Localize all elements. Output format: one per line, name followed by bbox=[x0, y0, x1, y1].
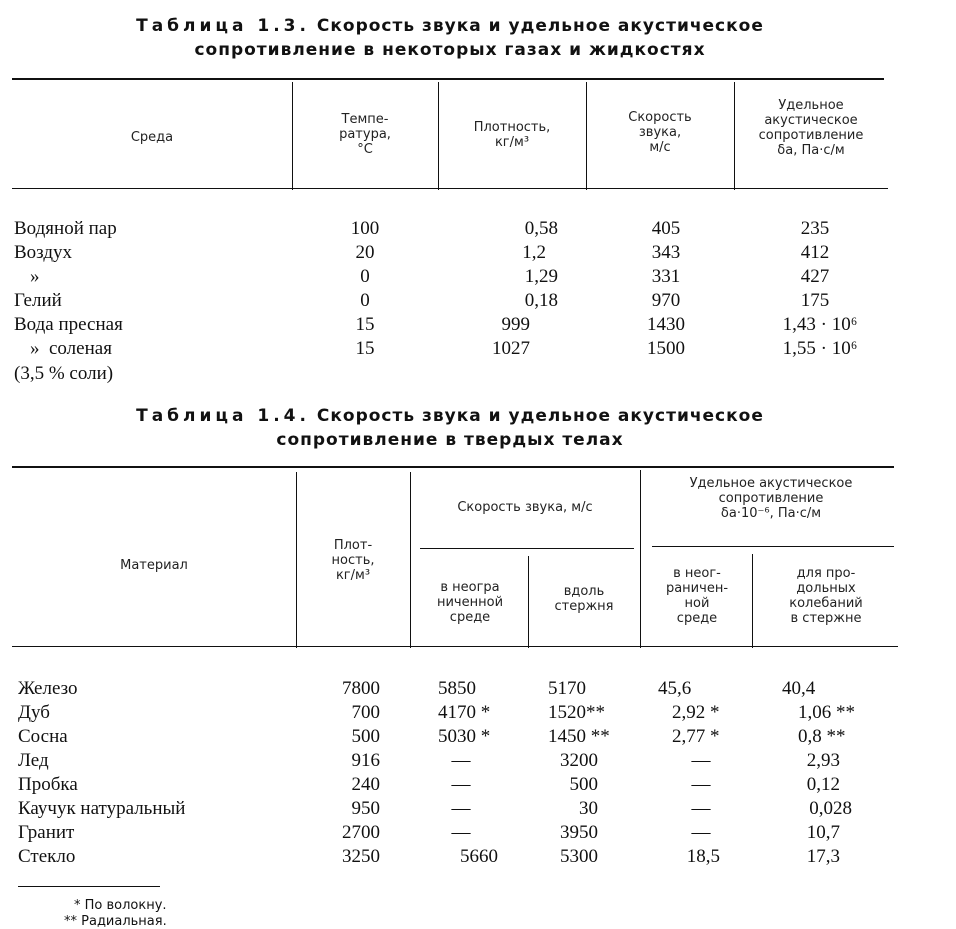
cell-density: 0,18 bbox=[524, 290, 558, 311]
cell-density: 1,29 bbox=[524, 266, 558, 287]
cell-impedance-rod: 17,3 bbox=[806, 846, 840, 867]
cell-density: 1027 bbox=[492, 338, 530, 359]
cell-impedance: 1,55 · 10⁶ bbox=[782, 338, 858, 359]
cell-material: Каучук натуральный bbox=[18, 798, 186, 819]
cell-speed-unbounded: — bbox=[451, 750, 471, 771]
cell-material: Гранит bbox=[18, 822, 75, 843]
cell-material: Лед bbox=[18, 750, 49, 771]
cell-medium: Вода пресная bbox=[14, 314, 123, 335]
table-row bbox=[0, 822, 956, 844]
col-header-density: Плот- ность, кг/м³ bbox=[331, 538, 375, 583]
cell-speed: 331 bbox=[651, 266, 681, 287]
cell-density: 500 bbox=[351, 726, 380, 747]
table-1-3-caption-label: Таблица 1.3. bbox=[136, 16, 310, 36]
col-header-density: Плотность, кг/м³ bbox=[473, 120, 551, 150]
cell-speed-rod: 3950 bbox=[560, 822, 598, 843]
table-1-3-caption-text: Скорость звука и удельное акустическое bbox=[316, 16, 764, 36]
cell-speed-unbounded: 5660 bbox=[460, 846, 498, 867]
table-1-4-caption-label: Таблица 1.4. bbox=[136, 406, 310, 426]
col-header-material: Материал bbox=[120, 558, 188, 573]
cell-density: 3250 bbox=[342, 846, 380, 867]
cell-temperature: 15 bbox=[355, 338, 375, 359]
cell-density: 1,2 bbox=[522, 242, 546, 263]
cell-density: 999 bbox=[501, 314, 530, 335]
col-header-medium: Среда bbox=[130, 130, 174, 145]
cell-material: Сосна bbox=[18, 726, 68, 747]
cell-impedance-rod: 40,4 bbox=[782, 678, 816, 699]
cell-density: 950 bbox=[351, 798, 380, 819]
footnote-wood-grain: * По волокну. bbox=[74, 898, 167, 913]
cell-density: 240 bbox=[351, 774, 380, 795]
table-row bbox=[0, 678, 956, 700]
table-1-4-caption-line1 bbox=[0, 406, 900, 426]
table-row bbox=[0, 363, 956, 385]
cell-impedance-unbounded: — bbox=[691, 798, 711, 819]
cell-medium: Водяной пар bbox=[14, 218, 117, 239]
table-1-4-col-divider bbox=[752, 554, 753, 648]
footnote-rule bbox=[18, 886, 160, 887]
table-1-3-header-rule bbox=[12, 188, 888, 189]
cell-speed: 1430 bbox=[647, 314, 685, 335]
cell-material: Стекло bbox=[18, 846, 76, 867]
cell-density: 7800 bbox=[342, 678, 380, 699]
cell-speed-unbounded: — bbox=[451, 822, 471, 843]
cell-impedance-rod: 1,06 ** bbox=[798, 702, 855, 723]
cell-speed-unbounded: 5030 * bbox=[438, 726, 491, 747]
cell-density: 0,58 bbox=[524, 218, 558, 239]
table-1-3-top-rule bbox=[12, 78, 884, 80]
cell-temperature: 15 bbox=[355, 314, 375, 335]
cell-material: Дуб bbox=[18, 702, 50, 723]
table-1-4-col-divider bbox=[410, 472, 411, 648]
col-header-speed-group: Скорость звука, м/с bbox=[457, 500, 593, 515]
table-1-4-caption-text: Скорость звука и удельное акустическое bbox=[316, 406, 764, 426]
cell-speed-rod: 3200 bbox=[560, 750, 598, 771]
cell-speed-unbounded: — bbox=[451, 774, 471, 795]
table-row bbox=[0, 702, 956, 724]
table-1-4-top-rule bbox=[12, 466, 894, 468]
table-1-3-caption-line2: сопротивление в некоторых газах и жидкостях bbox=[194, 40, 706, 60]
table-row bbox=[0, 314, 956, 336]
cell-medium: Гелий bbox=[14, 290, 62, 311]
cell-medium: » соленая bbox=[30, 338, 112, 359]
table-1-3-caption-line1 bbox=[0, 16, 900, 36]
table-1-4-subgroup-rule bbox=[420, 548, 634, 549]
cell-impedance: 412 bbox=[800, 242, 830, 263]
table-1-4-caption-line2: сопротивление в твердых телах bbox=[276, 430, 624, 450]
cell-impedance: 427 bbox=[800, 266, 830, 287]
cell-density: 700 bbox=[351, 702, 380, 723]
cell-speed-unbounded: — bbox=[451, 798, 471, 819]
cell-impedance-unbounded: 2,92 * bbox=[672, 702, 720, 723]
cell-speed-rod: 1450 ** bbox=[548, 726, 610, 747]
col-header-speed-rod: вдоль стержня bbox=[554, 584, 614, 614]
col-header-impedance: Удельное акустическое сопротивление δа, Па·с/м bbox=[758, 98, 864, 158]
cell-temperature: 100 bbox=[350, 218, 380, 239]
table-row bbox=[0, 290, 956, 312]
cell-impedance-rod: 0,028 bbox=[809, 798, 852, 819]
cell-material: Железо bbox=[18, 678, 78, 699]
cell-speed-rod: 5170 bbox=[548, 678, 586, 699]
col-header-impedance-unbounded: в неог- раничен- ной среде bbox=[665, 566, 729, 626]
cell-speed: 405 bbox=[651, 218, 681, 239]
cell-speed-rod: 30 bbox=[579, 798, 598, 819]
cell-impedance-rod: 0,8 ** bbox=[798, 726, 846, 747]
cell-temperature: 20 bbox=[355, 242, 375, 263]
cell-medium: » bbox=[30, 266, 40, 287]
cell-impedance-rod: 0,12 bbox=[806, 774, 840, 795]
table-row bbox=[0, 266, 956, 288]
cell-impedance-unbounded: — bbox=[691, 774, 711, 795]
cell-impedance-rod: 2,93 bbox=[806, 750, 840, 771]
table-row bbox=[0, 242, 956, 264]
table-row bbox=[0, 726, 956, 748]
cell-temperature: 0 bbox=[360, 266, 370, 287]
cell-density: 2700 bbox=[342, 822, 380, 843]
cell-impedance: 1,43 · 10⁶ bbox=[782, 314, 858, 335]
col-header-impedance-group: Удельное акустическое сопротивление δа·10⁻⁶, Па·с/м bbox=[689, 476, 853, 521]
footnote-radial: ** Радиальная. bbox=[64, 914, 167, 929]
col-header-speed-unbounded: в неогра ниченной среде bbox=[436, 580, 504, 625]
cell-impedance-unbounded: 45,6 bbox=[658, 678, 692, 699]
table-1-4-subgroup-rule bbox=[652, 546, 894, 547]
cell-temperature: 0 bbox=[360, 290, 370, 311]
col-header-impedance-rod: для про- дольных колебаний в стержне bbox=[789, 566, 863, 626]
cell-medium: (3,5 % соли) bbox=[14, 363, 114, 384]
table-1-4-header-rule bbox=[12, 646, 898, 647]
cell-material: Пробка bbox=[18, 774, 78, 795]
cell-speed-rod: 500 bbox=[569, 774, 598, 795]
cell-speed-unbounded: 5850 bbox=[438, 678, 476, 699]
table-row bbox=[0, 218, 956, 240]
cell-speed-unbounded: 4170 * bbox=[438, 702, 491, 723]
table-row bbox=[0, 798, 956, 820]
cell-impedance-unbounded: 18,5 bbox=[686, 846, 720, 867]
cell-density: 916 bbox=[351, 750, 380, 771]
cell-impedance: 235 bbox=[800, 218, 830, 239]
table-row bbox=[0, 750, 956, 772]
cell-medium: Воздух bbox=[14, 242, 73, 263]
cell-speed: 970 bbox=[651, 290, 681, 311]
table-row bbox=[0, 338, 956, 360]
cell-speed: 343 bbox=[651, 242, 681, 263]
cell-impedance-unbounded: — bbox=[691, 822, 711, 843]
cell-impedance-unbounded: 2,77 * bbox=[672, 726, 720, 747]
cell-impedance: 175 bbox=[800, 290, 830, 311]
cell-impedance-unbounded: — bbox=[691, 750, 711, 771]
cell-impedance-rod: 10,7 bbox=[806, 822, 840, 843]
cell-speed-rod: 5300 bbox=[560, 846, 598, 867]
cell-speed: 1500 bbox=[647, 338, 685, 359]
table-row bbox=[0, 774, 956, 796]
cell-speed-rod: 1520** bbox=[548, 702, 605, 723]
col-header-speed: Скорость звука, м/с bbox=[628, 110, 692, 155]
col-header-temperature: Темпе- ратура, °С bbox=[339, 112, 391, 157]
table-row bbox=[0, 846, 956, 868]
